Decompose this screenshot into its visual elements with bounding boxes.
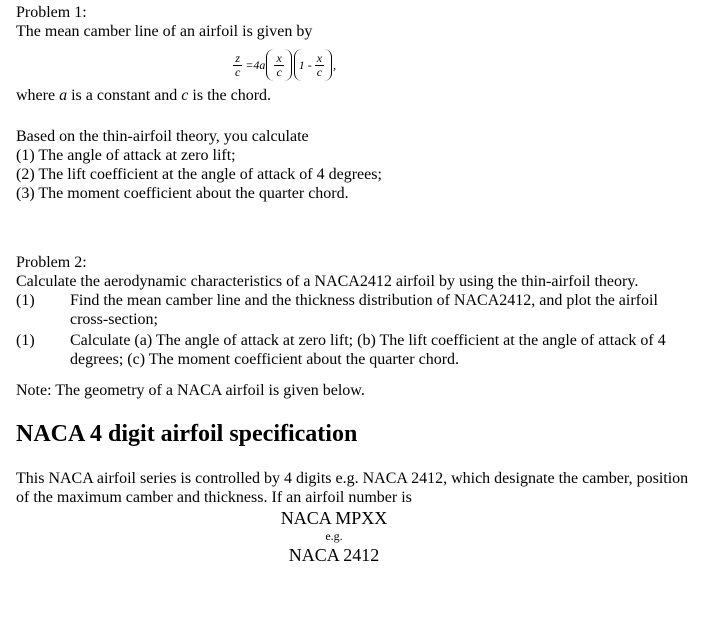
list-item-number: (1): [16, 332, 35, 349]
task-item: (1) The angle of attack at zero lift;: [16, 147, 236, 164]
task-intro: Based on the thin-airfoil theory, you calculate: [16, 128, 309, 145]
list-item-text: Find the mean camber line and the thickness distribution of NACA2412, and plot the airfoil cross-section;: [70, 292, 658, 328]
equation-comma: ,: [333, 57, 337, 72]
camber-line-equation: [16, 44, 696, 86]
naca-example: NACA 2412: [288, 545, 380, 565]
list-item-text: Calculate (a) The angle of attack at zero lift; (b) The lift coefficient at the angle of attack of 4 degrees; (c) The moment coefficient about the quarter chord.: [70, 332, 666, 368]
equals-coefficient: =4a: [245, 57, 266, 72]
fraction-x-over-c-2: $\frac{x}{c}$: [316, 50, 323, 79]
problem1-title: Problem 1:: [16, 4, 87, 21]
section-heading: NACA 4 digit airfoil specification: [16, 421, 358, 447]
spec-paragraph: This NACA airfoil series is controlled by 4 digits e.g. NACA 2412, which designate the camber, position of the maximum camber and thickness. If an airfoil number is: [16, 470, 689, 506]
eg-label: e.g.: [325, 529, 343, 543]
list-item: [16, 291, 696, 329]
one-minus: 1 -: [298, 57, 312, 72]
list-item-number: (1): [16, 292, 35, 309]
paren-x-over-c: [266, 49, 291, 81]
list-item: [16, 331, 696, 369]
equation-body: [230, 44, 336, 86]
problem2-intro: Calculate the aerodynamic characteristics of a NACA2412 airfoil by using the thin-airfoil theory.: [16, 273, 639, 290]
task-item: (2) The lift coefficient at the angle of attack of 4 degrees;: [16, 166, 382, 183]
problem2-title: Problem 2:: [16, 254, 87, 271]
geometry-note: Note: The geometry of a NACA airfoil is given below.: [16, 382, 365, 399]
paren-one-minus-x-over-c: [294, 49, 332, 81]
naca-pattern: NACA MPXX: [280, 508, 388, 528]
variable-a: a: [59, 87, 68, 104]
variable-c: c: [181, 87, 189, 104]
fraction-x-over-c: $\frac{x}{c}$: [276, 50, 282, 79]
fraction-z-over-c: $\frac{z}{c}$: [235, 50, 241, 79]
document-page: [16, 3, 696, 566]
problem1-intro: The mean camber line of an airfoil is given by: [16, 23, 313, 40]
where-line: where a is a constant and c is the chord.: [16, 87, 272, 104]
task-item: (3) The moment coefficient about the quarter chord.: [16, 185, 349, 202]
